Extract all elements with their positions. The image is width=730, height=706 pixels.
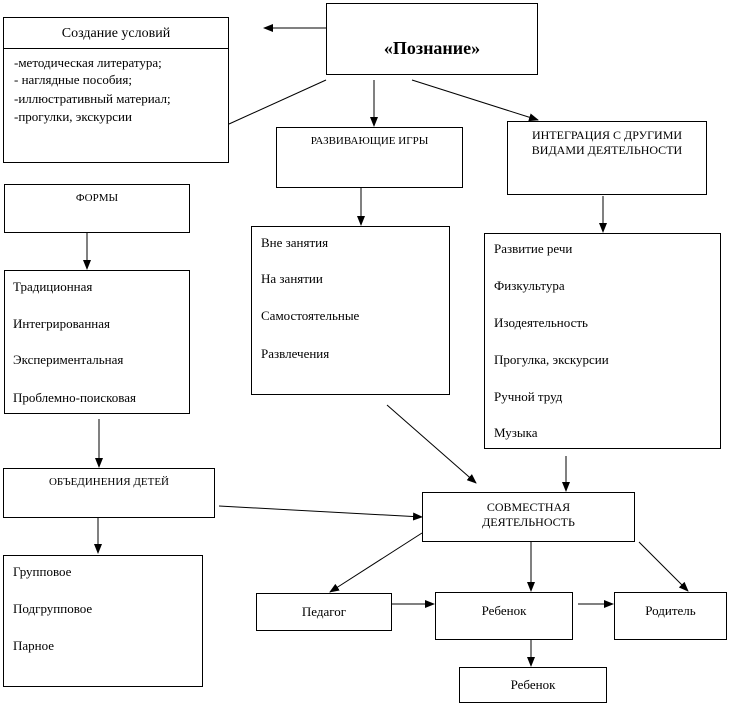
arrow-joint-to-parent — [639, 542, 688, 591]
integration-title-line1: ИНТЕГРАЦИЯ С ДРУГИМИ — [531, 128, 683, 142]
parent-label: Родитель — [645, 603, 696, 618]
children-groups-list — [3, 555, 203, 687]
games-title: РАЗВИВАЮЩИЕ ИГРЫ — [310, 135, 429, 147]
conditions-item: - наглядные пособия; — [14, 72, 132, 87]
teacher-label: Педагог — [301, 604, 347, 619]
forms-list — [4, 270, 190, 414]
games-header — [276, 127, 463, 188]
children-groups-title: ОБЪЕДИНЕНИЯ ДЕТЕЙ — [48, 476, 170, 488]
arrow-root-to-integration — [412, 80, 538, 120]
arrow-groups-to-joint — [219, 506, 422, 517]
conditions-item: -методическая литература; — [14, 55, 162, 70]
games-item: На занятии — [261, 271, 323, 286]
games-item: Вне занятия — [261, 235, 329, 250]
children-groups-item: Подгрупповое — [13, 601, 93, 616]
root-node — [326, 3, 538, 75]
child-bottom-label: Ребенок — [510, 677, 556, 692]
forms-title: ФОРМЫ — [75, 192, 119, 204]
arrow-games-to-joint — [387, 405, 476, 483]
teacher-box — [256, 593, 392, 631]
integration-header — [507, 121, 707, 195]
joint-activity-line2: ДЕЯТЕЛЬНОСТЬ — [482, 515, 575, 529]
integration-item: Прогулка, экскурсии — [494, 352, 609, 367]
games-item: Развлечения — [261, 346, 330, 361]
forms-item: Проблемно-поисковая — [13, 390, 137, 405]
children-groups-header — [3, 468, 215, 518]
conditions-item: -прогулки, экскурсии — [14, 109, 132, 124]
integration-item: Ручной труд — [494, 389, 563, 404]
integration-title-line2: ВИДАМИ ДЕЯТЕЛЬНОСТИ — [531, 143, 683, 157]
forms-item: Интегрированная — [13, 316, 110, 331]
games-list — [251, 226, 450, 395]
children-groups-item: Групповое — [13, 564, 72, 579]
arrow-joint-to-teacher — [330, 533, 422, 592]
root-title: «Познание» — [383, 38, 481, 58]
child-label: Ребенок — [481, 603, 527, 618]
conditions-box — [3, 17, 229, 163]
children-groups-item: Парное — [13, 638, 55, 653]
forms-item: Традиционная — [13, 279, 93, 294]
child-bottom-box — [459, 667, 607, 703]
child-box — [435, 592, 573, 640]
games-item: Самостоятельные — [261, 308, 360, 323]
forms-header — [4, 184, 190, 233]
joint-activity-box — [422, 492, 635, 542]
integration-list — [484, 233, 721, 449]
conditions-item: -иллюстративный материал; — [14, 91, 171, 106]
forms-item: Экспериментальная — [13, 352, 124, 367]
integration-item: Изодеятельность — [494, 315, 588, 330]
joint-activity-line1: СОВМЕСТНАЯ — [486, 500, 571, 514]
parent-box — [614, 592, 727, 640]
conditions-title: Создание условий — [61, 26, 171, 41]
integration-item: Музыка — [494, 425, 538, 440]
integration-item: Развитие речи — [494, 241, 573, 256]
conditions-divider — [4, 48, 228, 49]
integration-item: Физкультура — [494, 278, 565, 293]
line-root-to-conditions — [229, 80, 326, 124]
